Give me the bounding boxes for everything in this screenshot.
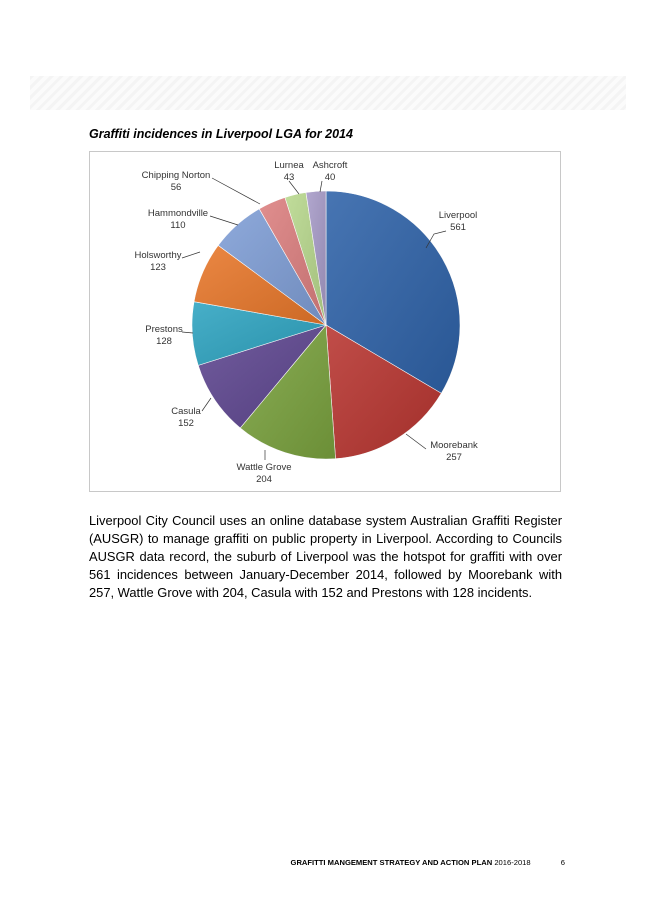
pie-chart-container (89, 151, 561, 492)
data-value-hammondville: 110 (170, 220, 186, 231)
data-label-moorebank: Moorebank (430, 440, 478, 451)
leader-line-moorebank (406, 434, 426, 449)
page-footer (291, 858, 565, 867)
footer-years: 2016-2018 (494, 858, 531, 867)
leader-line-holsworthy (182, 252, 200, 258)
chart-title: Graffiti incidences in Liverpool LGA for 2014 (89, 127, 353, 141)
page-number: 6 (560, 858, 565, 867)
body-paragraph: Liverpool City Council uses an online database system Australian Graffiti Register (AUSGR) to manage graffiti on public property in Liverpool. According to Councils AUSGR data record, the suburb of Liverpool was the hotspot for graffiti with over 561 incidences between January-December 2014, followed by Moorebank with 257, Wattle Grove with 204, Casula with 152 and Prestons with 128 incidents. (89, 513, 562, 600)
data-label-ashcroft: Ashcroft (312, 160, 348, 171)
data-value-prestons: 128 (156, 336, 172, 347)
leader-line-ashcroft (320, 181, 322, 192)
data-label-wattle-grove: Wattle Grove (236, 462, 292, 473)
leader-line-hammondville (210, 216, 238, 225)
data-value-wattle-grove: 204 (256, 474, 272, 485)
data-value-holsworthy: 123 (150, 262, 166, 273)
leader-line-prestons (182, 332, 193, 333)
data-label-liverpool: Liverpool (438, 210, 478, 221)
footer-title: GRAFITTI MANGEMENT STRATEGY AND ACTION PLAN (290, 858, 493, 867)
data-value-chipping-norton: 56 (170, 182, 182, 193)
data-value-liverpool: 561 (450, 222, 466, 233)
leader-line-casula (202, 398, 211, 411)
data-value-moorebank: 257 (446, 452, 462, 463)
data-label-chipping-norton: Chipping Norton (141, 170, 211, 181)
data-label-lurnea: Lurnea (274, 160, 304, 171)
data-label-prestons: Prestons (145, 324, 183, 335)
data-label-casula: Casula (171, 406, 201, 417)
leader-line-chipping-norton (212, 178, 260, 204)
pie-chart (90, 152, 562, 493)
data-label-hammondville: Hammondville (147, 208, 209, 219)
data-value-lurnea: 43 (283, 172, 295, 183)
data-label-holsworthy: Holsworthy (134, 250, 182, 261)
data-value-ashcroft: 40 (324, 172, 336, 183)
decorative-header-band (30, 76, 626, 110)
data-value-casula: 152 (178, 418, 194, 429)
